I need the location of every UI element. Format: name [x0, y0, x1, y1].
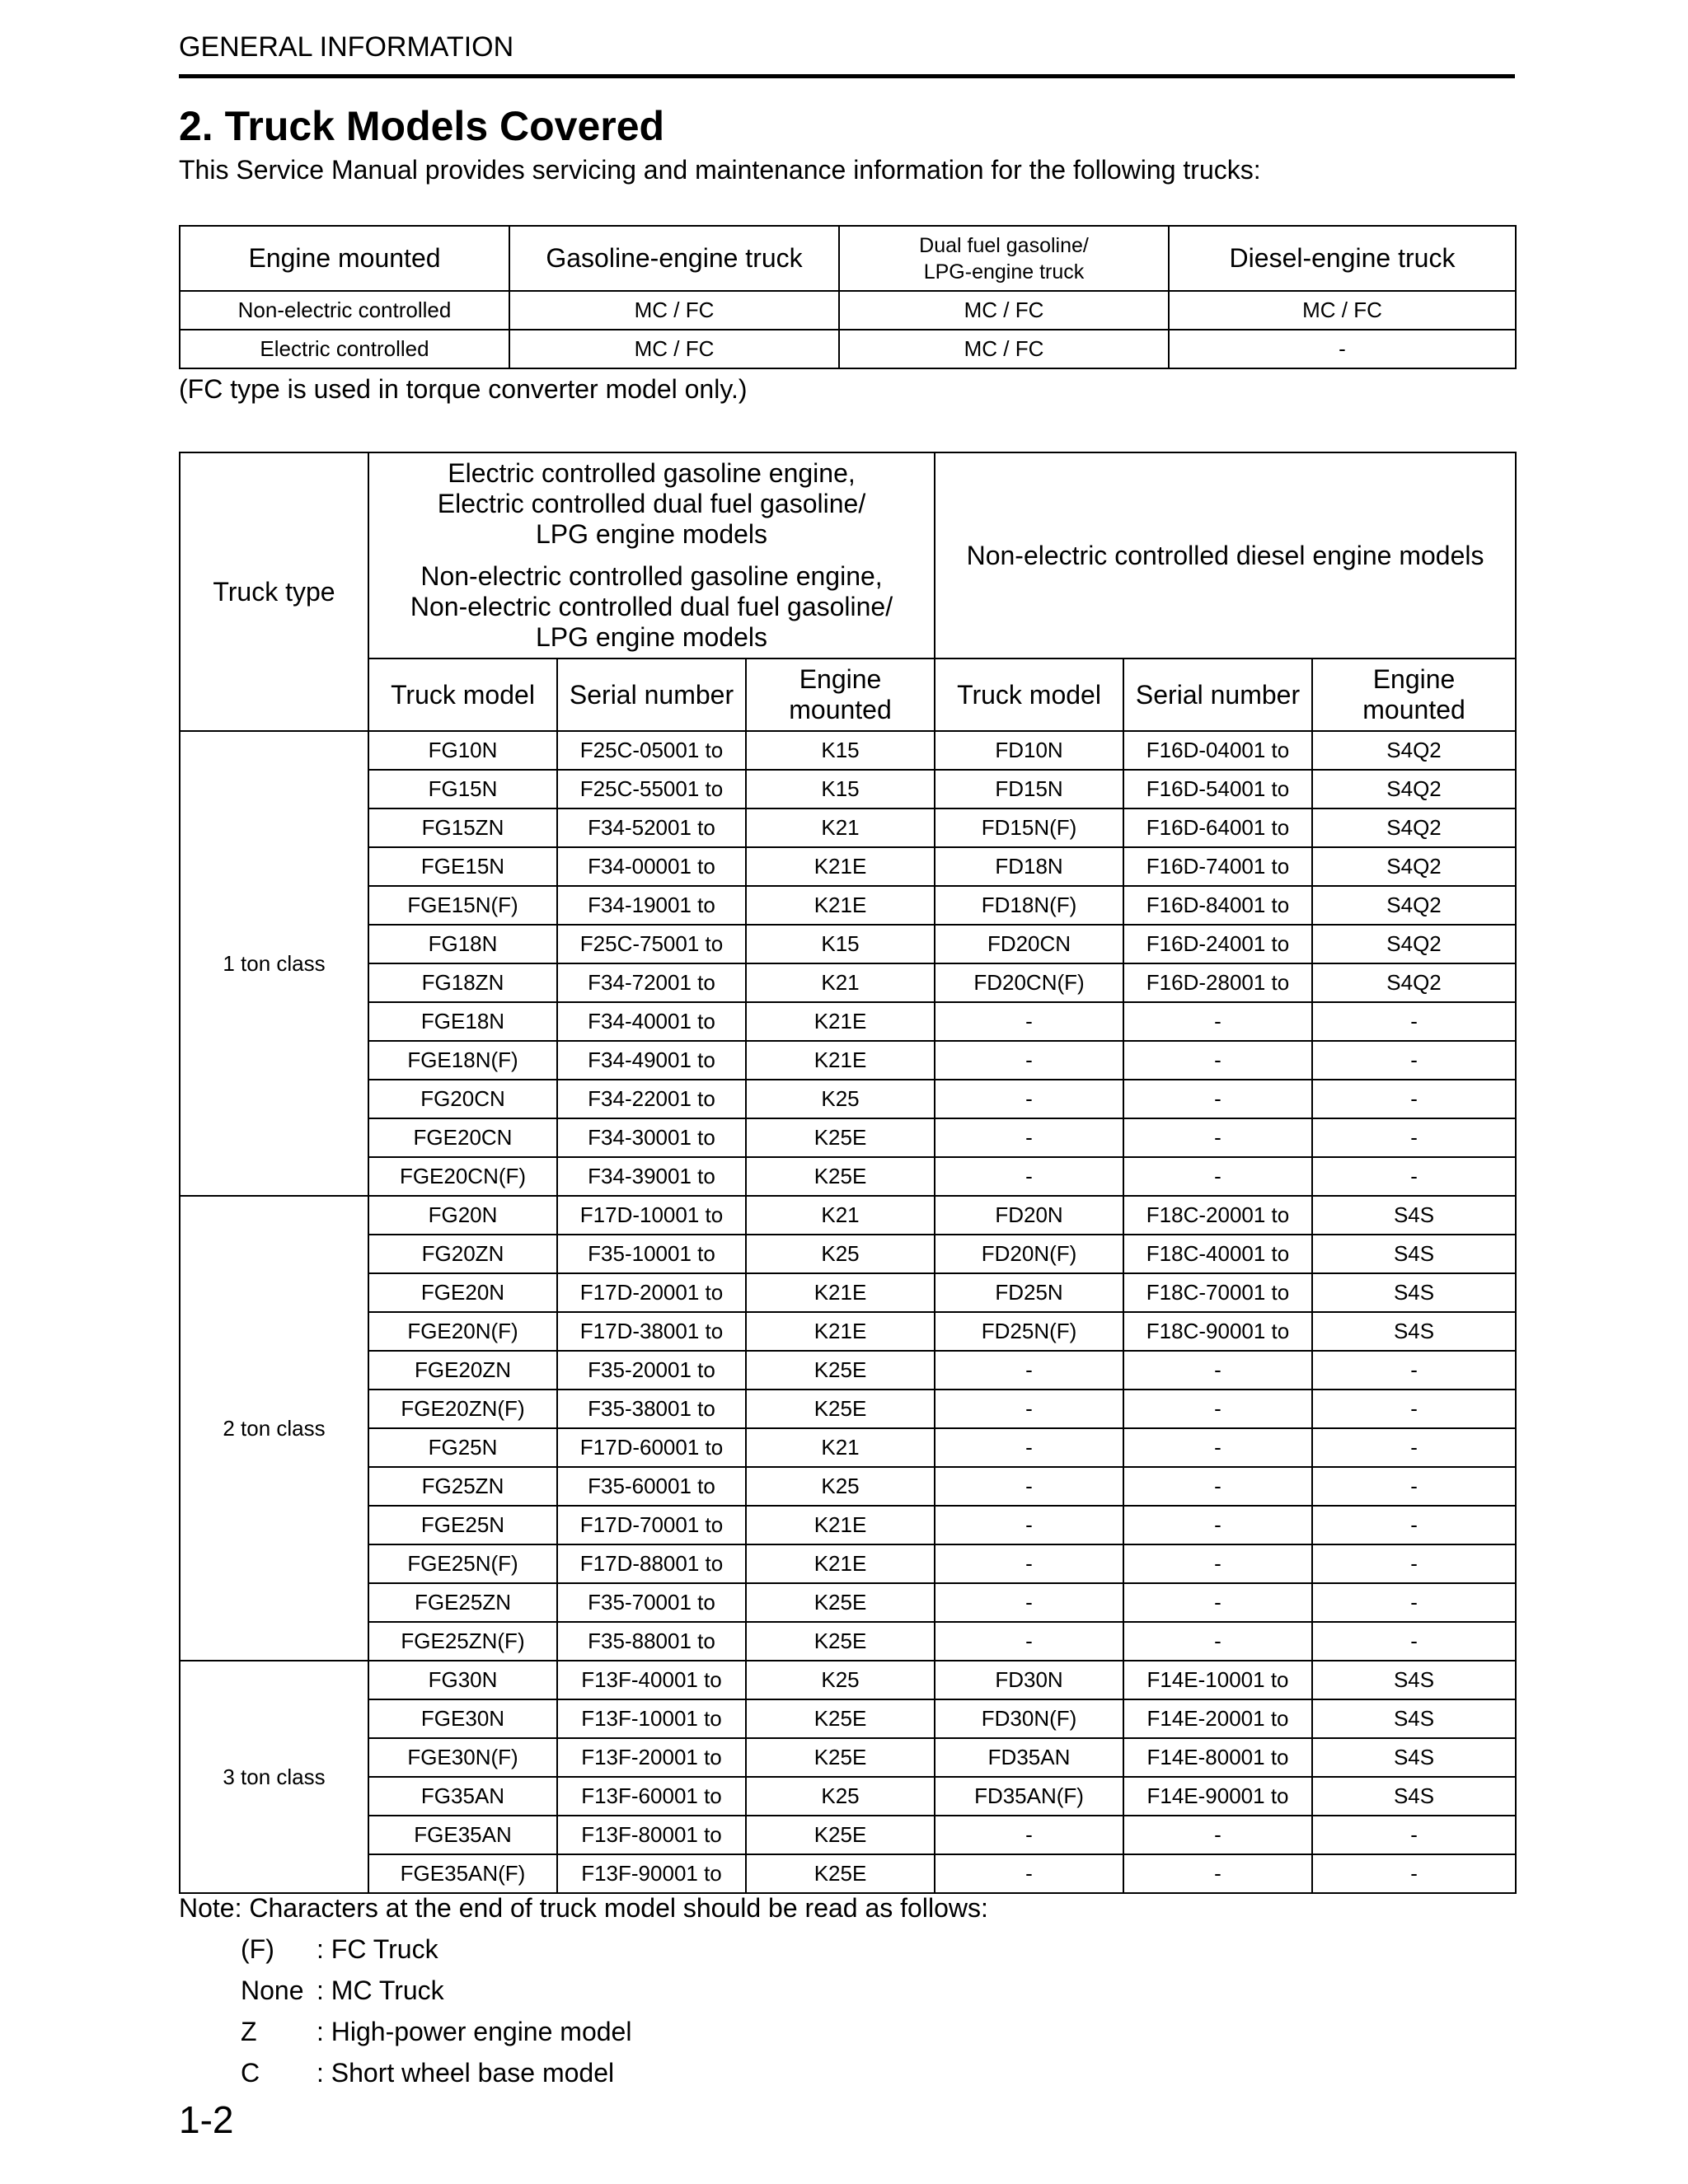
- col-header-engine-mounted: [1312, 658, 1516, 731]
- truck-models-body: [180, 731, 1516, 1893]
- table-cell: F16D-04001 to: [1123, 731, 1312, 770]
- header-cell: Gasoline-engine truck: [509, 226, 839, 291]
- table-cell: S4Q2: [1312, 925, 1516, 963]
- fc-note: (FC type is used in torque converter model only.): [179, 374, 748, 404]
- table-row: [180, 1235, 1516, 1273]
- table-cell: F14E-90001 to: [1123, 1777, 1312, 1816]
- running-header: GENERAL INFORMATION: [179, 31, 514, 63]
- table-cell: K21E: [746, 886, 935, 925]
- diesel-group-header: Non-electric controlled diesel engine models: [935, 452, 1516, 658]
- table-row: [180, 1428, 1516, 1467]
- table-cell: -: [1123, 1351, 1312, 1390]
- table-cell: FG35AN: [368, 1777, 557, 1816]
- table-cell: FGE20N(F): [368, 1312, 557, 1351]
- table-cell: F14E-10001 to: [1123, 1661, 1312, 1699]
- table-cell: F17D-38001 to: [557, 1312, 746, 1351]
- note-value: : High-power engine model: [316, 2017, 632, 2046]
- table-cell: S4Q2: [1312, 731, 1516, 770]
- note-key: None: [241, 1975, 304, 2005]
- table-cell: -: [1312, 1390, 1516, 1428]
- table-cell: FD18N(F): [935, 886, 1123, 925]
- page-number: 1-2: [179, 2098, 234, 2141]
- table-cell: S4Q2: [1312, 963, 1516, 1002]
- table-cell: K25E: [746, 1390, 935, 1428]
- table-cell: F16D-74001 to: [1123, 847, 1312, 886]
- table-cell: -: [1123, 1544, 1312, 1583]
- table-cell: F17D-88001 to: [557, 1544, 746, 1583]
- table-cell: -: [1123, 1002, 1312, 1041]
- table-cell: -: [1123, 1622, 1312, 1661]
- table-cell: K25: [746, 1080, 935, 1118]
- table-cell: FGE20ZN: [368, 1351, 557, 1390]
- table-cell: F13F-90001 to: [557, 1854, 746, 1893]
- table-cell: FD20CN(F): [935, 963, 1123, 1002]
- table-cell: -: [1312, 1118, 1516, 1157]
- table-cell: F34-19001 to: [557, 886, 746, 925]
- table-cell: K21E: [746, 1041, 935, 1080]
- table-cell: FGE15N(F): [368, 886, 557, 925]
- table-subheader-row: [180, 658, 1516, 731]
- table-cell: -: [1312, 1002, 1516, 1041]
- table-cell: FGE30N(F): [368, 1738, 557, 1777]
- table-cell: K15: [746, 770, 935, 808]
- table-cell: FG20CN: [368, 1080, 557, 1118]
- table-cell: FG18ZN: [368, 963, 557, 1002]
- table-cell: -: [1123, 1428, 1312, 1467]
- table-cell: F34-49001 to: [557, 1041, 746, 1080]
- table-cell: S4Q2: [1312, 808, 1516, 847]
- table-row: [180, 770, 1516, 808]
- table-cell: F13F-80001 to: [557, 1816, 746, 1854]
- table-cell: F17D-60001 to: [557, 1428, 746, 1467]
- table-row: [180, 1738, 1516, 1777]
- table-row: [180, 1467, 1516, 1506]
- table-header-row: [180, 452, 1516, 658]
- note-key: C: [241, 2058, 260, 2088]
- table-cell: -: [1312, 1583, 1516, 1622]
- table-cell: K25: [746, 1661, 935, 1699]
- table-cell: -: [935, 1351, 1123, 1390]
- table-cell: F17D-10001 to: [557, 1196, 746, 1235]
- table-cell: S4Q2: [1312, 847, 1516, 886]
- group-header-line: LPG engine models: [535, 622, 768, 652]
- table-cell: MC / FC: [509, 330, 839, 368]
- table-cell: FGE20N: [368, 1273, 557, 1312]
- table-cell: K25E: [746, 1351, 935, 1390]
- table-cell: FGE20CN: [368, 1118, 557, 1157]
- header-line: Engine: [1372, 664, 1456, 694]
- table-cell: K25E: [746, 1854, 935, 1893]
- note-item: [179, 2052, 988, 2093]
- table-cell: F25C-75001 to: [557, 925, 746, 963]
- gasoline-group-header: [368, 452, 935, 658]
- table-cell: S4S: [1312, 1738, 1516, 1777]
- engine-type-table: [179, 225, 1517, 369]
- table-header-row: [180, 226, 1516, 291]
- table-cell: -: [935, 1544, 1123, 1583]
- header-cell: [839, 226, 1169, 291]
- table-cell: FD20N(F): [935, 1235, 1123, 1273]
- table-cell: -: [935, 1390, 1123, 1428]
- table-cell: FD10N: [935, 731, 1123, 770]
- table-cell: -: [1123, 1583, 1312, 1622]
- table-cell: K21E: [746, 847, 935, 886]
- table-cell: FG15N: [368, 770, 557, 808]
- table-cell: F17D-20001 to: [557, 1273, 746, 1312]
- table-cell: K25: [746, 1467, 935, 1506]
- table-cell: FG25N: [368, 1428, 557, 1467]
- table-cell: FD15N: [935, 770, 1123, 808]
- group-header-line: Non-electric controlled gasoline engine,: [420, 561, 883, 591]
- table-cell: FGE25ZN: [368, 1583, 557, 1622]
- table-cell: -: [1123, 1506, 1312, 1544]
- note-value: : FC Truck: [316, 1934, 438, 1964]
- col-header-engine-mounted: [746, 658, 935, 731]
- table-row: [180, 1041, 1516, 1080]
- table-cell: FD25N: [935, 1273, 1123, 1312]
- table-cell: Non-electric controlled: [180, 291, 509, 330]
- table-row: [180, 1002, 1516, 1041]
- table-cell: S4S: [1312, 1273, 1516, 1312]
- table-cell: K21E: [746, 1506, 935, 1544]
- table-cell: FD30N(F): [935, 1699, 1123, 1738]
- table-cell: -: [935, 1467, 1123, 1506]
- table-row: [180, 1196, 1516, 1235]
- table-cell: F34-00001 to: [557, 847, 746, 886]
- table-cell: FD35AN: [935, 1738, 1123, 1777]
- group-header-line: Electric controlled gasoline engine,: [448, 458, 856, 488]
- table-cell: -: [935, 1041, 1123, 1080]
- table-cell: FD35AN(F): [935, 1777, 1123, 1816]
- table-cell: S4S: [1312, 1235, 1516, 1273]
- table-cell: -: [935, 1816, 1123, 1854]
- table-cell: F34-22001 to: [557, 1080, 746, 1118]
- table-cell: K25E: [746, 1738, 935, 1777]
- table-cell: K25E: [746, 1118, 935, 1157]
- table-cell: K25E: [746, 1816, 935, 1854]
- table-row: [180, 1080, 1516, 1118]
- class-label-cell: 2 ton class: [180, 1196, 368, 1661]
- table-cell: FD20N: [935, 1196, 1123, 1235]
- table-cell: FD30N: [935, 1661, 1123, 1699]
- table-cell: F35-10001 to: [557, 1235, 746, 1273]
- table-cell: K21: [746, 1196, 935, 1235]
- table-cell: F18C-70001 to: [1123, 1273, 1312, 1312]
- table-cell: -: [1312, 1467, 1516, 1506]
- table-cell: -: [1312, 1506, 1516, 1544]
- header-line: Dual fuel gasoline/: [919, 233, 1089, 257]
- table-cell: K15: [746, 925, 935, 963]
- table-cell: -: [1312, 1428, 1516, 1467]
- table-cell: K15: [746, 731, 935, 770]
- table-row: [180, 1118, 1516, 1157]
- table-row: [180, 731, 1516, 770]
- table-cell: F17D-70001 to: [557, 1506, 746, 1544]
- table-row: [180, 1622, 1516, 1661]
- table-cell: F35-60001 to: [557, 1467, 746, 1506]
- table-cell: -: [1123, 1467, 1312, 1506]
- table-row: [180, 1157, 1516, 1196]
- table-cell: -: [935, 1854, 1123, 1893]
- table-row: [180, 1777, 1516, 1816]
- col-header-truck-model: Truck model: [935, 658, 1123, 731]
- table-cell: S4S: [1312, 1777, 1516, 1816]
- table-cell: S4S: [1312, 1699, 1516, 1738]
- table-cell: K25E: [746, 1699, 935, 1738]
- table-row: [180, 1816, 1516, 1854]
- table-cell: -: [1312, 1544, 1516, 1583]
- table-cell: F34-39001 to: [557, 1157, 746, 1196]
- table-cell: K25: [746, 1777, 935, 1816]
- truck-type-header: Truck type: [180, 452, 368, 731]
- class-label-cell: 1 ton class: [180, 731, 368, 1196]
- table-cell: FG18N: [368, 925, 557, 963]
- table-cell: -: [1123, 1041, 1312, 1080]
- table-cell: FD15N(F): [935, 808, 1123, 847]
- table-row: [180, 1506, 1516, 1544]
- table-cell: S4Q2: [1312, 770, 1516, 808]
- table-cell: -: [935, 1118, 1123, 1157]
- table-row: [180, 1390, 1516, 1428]
- note-item: [179, 2011, 988, 2052]
- table-row: [180, 1273, 1516, 1312]
- col-header-serial-number: Serial number: [557, 658, 746, 731]
- table-cell: -: [935, 1080, 1123, 1118]
- table-cell: -: [935, 1506, 1123, 1544]
- table-cell: -: [1123, 1157, 1312, 1196]
- header-cell: Diesel-engine truck: [1169, 226, 1516, 291]
- table-cell: K21E: [746, 1273, 935, 1312]
- table-row: [180, 1544, 1516, 1583]
- class-label-cell: 3 ton class: [180, 1661, 368, 1893]
- table-cell: K21E: [746, 1544, 935, 1583]
- table-cell: FG20ZN: [368, 1235, 557, 1273]
- table-cell: S4S: [1312, 1196, 1516, 1235]
- note-value: : Short wheel base model: [316, 2058, 615, 2088]
- table-cell: F35-70001 to: [557, 1583, 746, 1622]
- group-header-block: [369, 458, 934, 550]
- table-cell: F16D-28001 to: [1123, 963, 1312, 1002]
- table-cell: Electric controlled: [180, 330, 509, 368]
- table-cell: F35-20001 to: [557, 1351, 746, 1390]
- header-line: mounted: [1362, 695, 1465, 724]
- table-cell: -: [1123, 1390, 1312, 1428]
- table-cell: F34-40001 to: [557, 1002, 746, 1041]
- table-cell: F35-88001 to: [557, 1622, 746, 1661]
- table-cell: FGE35AN: [368, 1816, 557, 1854]
- table-cell: -: [935, 1428, 1123, 1467]
- table-cell: -: [1312, 1816, 1516, 1854]
- table-cell: S4S: [1312, 1661, 1516, 1699]
- table-cell: -: [935, 1002, 1123, 1041]
- header-rule: [179, 74, 1515, 78]
- table-cell: F14E-80001 to: [1123, 1738, 1312, 1777]
- header-line: Engine: [799, 664, 882, 694]
- col-header-serial-number: Serial number: [1123, 658, 1312, 731]
- table-cell: FD20CN: [935, 925, 1123, 963]
- table-cell: FD18N: [935, 847, 1123, 886]
- table-cell: -: [1312, 1041, 1516, 1080]
- table-cell: K21E: [746, 1002, 935, 1041]
- table-cell: F16D-64001 to: [1123, 808, 1312, 847]
- table-cell: FGE25N(F): [368, 1544, 557, 1583]
- table-cell: FG30N: [368, 1661, 557, 1699]
- table-cell: -: [1123, 1080, 1312, 1118]
- table-cell: F13F-40001 to: [557, 1661, 746, 1699]
- table-cell: F16D-84001 to: [1123, 886, 1312, 925]
- table-cell: F34-30001 to: [557, 1118, 746, 1157]
- table-cell: K21: [746, 1428, 935, 1467]
- table-row: [180, 925, 1516, 963]
- table-cell: -: [935, 1622, 1123, 1661]
- col-header-truck-model: Truck model: [368, 658, 557, 731]
- table-cell: F34-72001 to: [557, 963, 746, 1002]
- table-cell: FGE18N: [368, 1002, 557, 1041]
- table-cell: S4S: [1312, 1312, 1516, 1351]
- table-cell: MC / FC: [839, 291, 1169, 330]
- group-header-line: Electric controlled dual fuel gasoline/: [437, 489, 866, 518]
- table-row: [180, 291, 1516, 330]
- table-cell: FG20N: [368, 1196, 557, 1235]
- table-cell: F13F-60001 to: [557, 1777, 746, 1816]
- note-key: (F): [241, 1934, 274, 1964]
- table-cell: F18C-40001 to: [1123, 1235, 1312, 1273]
- table-cell: FG10N: [368, 731, 557, 770]
- table-row: [180, 1351, 1516, 1390]
- table-cell: -: [935, 1157, 1123, 1196]
- table-cell: FGE18N(F): [368, 1041, 557, 1080]
- table-cell: FGE20ZN(F): [368, 1390, 557, 1428]
- table-cell: -: [1312, 1622, 1516, 1661]
- table-row: [180, 1699, 1516, 1738]
- table-cell: FG25ZN: [368, 1467, 557, 1506]
- table-cell: FGE25ZN(F): [368, 1622, 557, 1661]
- table-cell: K25: [746, 1235, 935, 1273]
- table-cell: MC / FC: [509, 291, 839, 330]
- table-cell: MC / FC: [839, 330, 1169, 368]
- table-cell: -: [1123, 1118, 1312, 1157]
- table-cell: F35-38001 to: [557, 1390, 746, 1428]
- table-row: [180, 1583, 1516, 1622]
- table-cell: FGE25N: [368, 1506, 557, 1544]
- table-cell: F13F-10001 to: [557, 1699, 746, 1738]
- table-cell: K25E: [746, 1622, 935, 1661]
- table-cell: -: [1312, 1080, 1516, 1118]
- table-row: [180, 330, 1516, 368]
- intro-text: This Service Manual provides servicing and maintenance information for the following trucks:: [179, 155, 1261, 185]
- table-row: [180, 1661, 1516, 1699]
- table-cell: F16D-24001 to: [1123, 925, 1312, 963]
- table-cell: F16D-54001 to: [1123, 770, 1312, 808]
- table-cell: F18C-20001 to: [1123, 1196, 1312, 1235]
- note-intro: Note: Characters at the end of truck model should be read as follows:: [179, 1893, 988, 1923]
- table-cell: F25C-55001 to: [557, 770, 746, 808]
- table-cell: -: [1123, 1816, 1312, 1854]
- header-line: mounted: [789, 695, 892, 724]
- table-cell: F25C-05001 to: [557, 731, 746, 770]
- table-cell: F14E-20001 to: [1123, 1699, 1312, 1738]
- table-cell: FD25N(F): [935, 1312, 1123, 1351]
- table-cell: F18C-90001 to: [1123, 1312, 1312, 1351]
- table-cell: F13F-20001 to: [557, 1738, 746, 1777]
- note-item: [179, 1970, 988, 2011]
- note-value: : MC Truck: [316, 1975, 444, 2005]
- table-cell: -: [935, 1583, 1123, 1622]
- table-cell: -: [1312, 1157, 1516, 1196]
- header-cell: Engine mounted: [180, 226, 509, 291]
- table-cell: K25E: [746, 1157, 935, 1196]
- table-cell: K21: [746, 808, 935, 847]
- table-cell: FGE20CN(F): [368, 1157, 557, 1196]
- table-row: [180, 886, 1516, 925]
- table-cell: -: [1169, 330, 1516, 368]
- header-line: LPG-engine truck: [923, 260, 1085, 284]
- table-cell: FG15ZN: [368, 808, 557, 847]
- table-cell: -: [1312, 1351, 1516, 1390]
- table-cell: K21E: [746, 1312, 935, 1351]
- table-row: [180, 963, 1516, 1002]
- table-cell: K25E: [746, 1583, 935, 1622]
- table-row: [180, 847, 1516, 886]
- table-cell: K21: [746, 963, 935, 1002]
- table-cell: -: [1123, 1854, 1312, 1893]
- section-title: 2. Truck Models Covered: [179, 103, 665, 149]
- table-cell: FGE35AN(F): [368, 1854, 557, 1893]
- group-header-line: LPG engine models: [535, 519, 768, 549]
- group-header-line: Non-electric controlled dual fuel gasoline/: [410, 592, 893, 621]
- table-cell: MC / FC: [1169, 291, 1516, 330]
- table-row: [180, 808, 1516, 847]
- table-cell: -: [1312, 1854, 1516, 1893]
- group-header-block: [369, 561, 934, 653]
- note-key: Z: [241, 2017, 257, 2046]
- table-cell: FGE30N: [368, 1699, 557, 1738]
- table-cell: F34-52001 to: [557, 808, 746, 847]
- truck-models-table: [179, 452, 1517, 1894]
- table-cell: FGE15N: [368, 847, 557, 886]
- table-cell: S4Q2: [1312, 886, 1516, 925]
- model-suffix-notes: [179, 1887, 988, 2093]
- table-row: [180, 1312, 1516, 1351]
- note-item: [179, 1929, 988, 1970]
